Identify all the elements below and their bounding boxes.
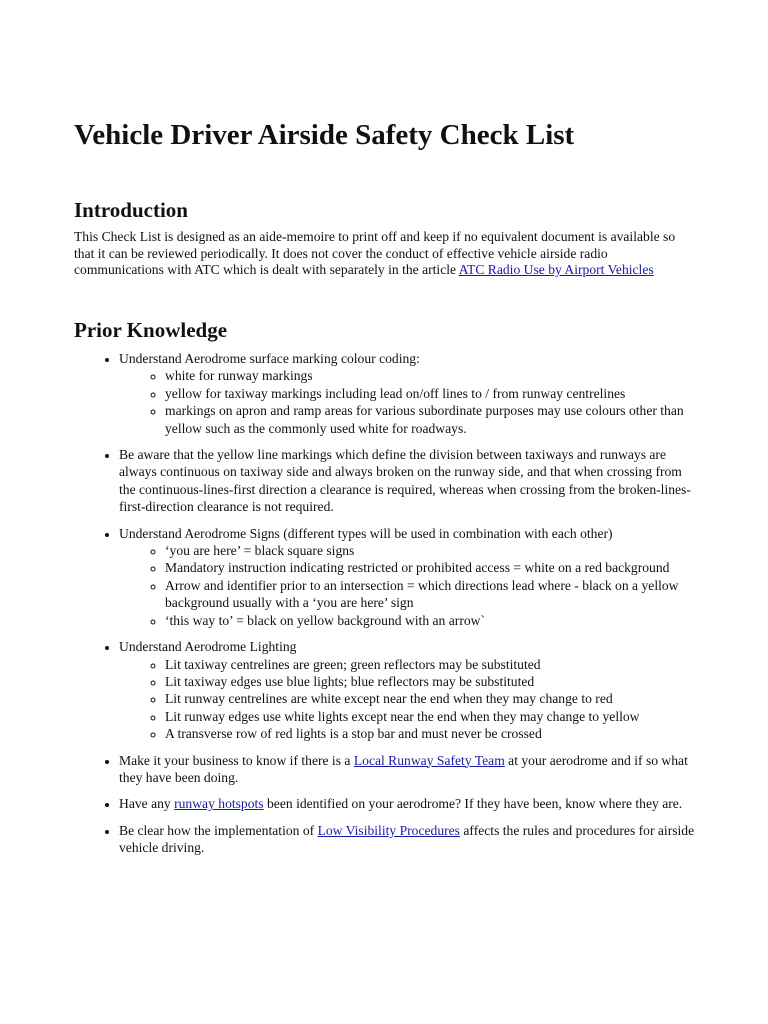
list-item-text: Make it your business to know if there is a — [119, 752, 354, 768]
atc-radio-use-link[interactable]: ATC Radio Use by Airport Vehicles — [458, 262, 654, 278]
list-item-text: affects the rules and procedures for airside vehicle driving. — [119, 822, 695, 856]
sub-list-item: ◦ Lit taxiway centrelines are green; green reflectors may be substituted — [165, 656, 698, 673]
sub-list-item: ◦ Lit taxiway edges use blue lights; blue reflectors may be substituted — [165, 673, 698, 690]
list-item — [119, 350, 698, 437]
list-item-text: been identified on your aerodrome? If they have been, know where they are. — [263, 796, 683, 812]
sub-list-item: ◦ A transverse row of red lights is a stop bar and must never be crossed — [165, 725, 698, 742]
sub-list-item: ◦ Arrow and identifier prior to an intersection = which directions lead where - black on a yellow background usually with a ‘you are here’ sign — [165, 577, 698, 612]
list-item-text: at your aerodrome and if so what they have been doing. — [119, 752, 688, 785]
sub-list-item: ◦ markings on apron and ramp areas for various subordinate purposes may use colours other than yellow such as the commonly used white for roadways. — [165, 402, 698, 437]
list-item-text: Understand Aerodrome surface marking colour coding: — [119, 351, 420, 366]
sub-list-item: ◦ ‘this way to’ = black on yellow background with an arrow` — [165, 612, 698, 629]
low-visibility-procedures-link[interactable]: Low Visibility Procedures — [317, 822, 460, 838]
sub-list-item: ◦ Lit runway edges use white lights except near the end when they may change to yellow — [165, 708, 698, 725]
sub-list-item: ◦ yellow for taxiway markings including lead on/off lines to / from runway centrelines — [165, 385, 698, 402]
local-runway-safety-team-link[interactable]: Local Runway Safety Team — [353, 752, 505, 768]
list-item — [119, 752, 698, 787]
prior-knowledge-list — [74, 350, 698, 866]
list-item-text: Be clear how the implementation of — [119, 822, 318, 838]
list-item — [119, 822, 698, 857]
list-item-text: Understand Aerodrome Signs (different types will be used in combination with each other) — [119, 525, 613, 541]
sub-list-item: ◦ ‘you are here’ = black square signs — [165, 542, 698, 559]
list-item — [119, 638, 698, 742]
list-item — [119, 795, 698, 812]
prior-knowledge-heading: Prior Knowledge — [74, 318, 228, 342]
sub-list-item: ◦ Lit runway centrelines are white except near the end when they may change to red — [165, 690, 698, 707]
introduction-text: This Check List is designed as an aide-memoire to print off and keep if no equivalent document is available so that it can be reviewed periodically. It does not cover the conduct of effective vehicle airside radio communications with ATC which is dealt with separately in the article — [74, 229, 676, 278]
introduction-paragraph — [74, 229, 698, 279]
introduction-heading: Introduction — [74, 198, 188, 222]
list-item — [119, 525, 698, 629]
list-item — [119, 446, 698, 516]
page-title: Vehicle Driver Airside Safety Check List — [74, 119, 575, 151]
sub-list-item: ◦ white for runway markings — [165, 367, 698, 384]
runway-hotspots-link[interactable]: runway hotspots — [174, 796, 264, 812]
list-item-text: Have any — [119, 796, 175, 812]
sub-list — [119, 656, 698, 743]
sub-list — [119, 542, 698, 629]
list-item-text: Be aware that the yellow line markings which define the division between taxiways and runways are always continuous on taxiway side and always broken on the runway side, and that when crossing from the continuous-lines-first direction a clearance is required, whereas when crossing from the broken-lines-first-direction clearance is not required. — [119, 447, 691, 515]
sub-list — [119, 367, 698, 437]
sub-list-item: ◦ Mandatory instruction indicating restricted or prohibited access = white on a red background — [165, 559, 698, 576]
list-item-text: Understand Aerodrome Lighting — [119, 639, 297, 655]
